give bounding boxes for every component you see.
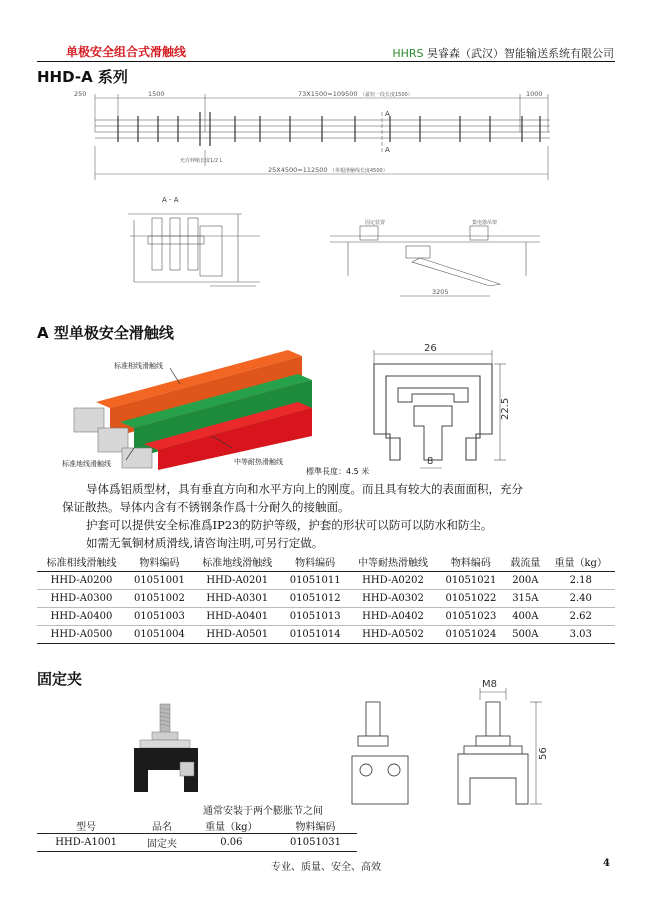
table-cell: HHD-A0202 [349,572,438,590]
table-cell: 2.40 [546,590,615,608]
label-fixing-device: 固定装置 [365,220,386,226]
section-a-heading: A 型单极安全滑触线 [37,324,174,342]
dim-profile-width: 26 [424,343,437,354]
brand-mark: HHRS [392,47,424,60]
dim-middle-note: （单根滑触线长度4500） [330,168,388,174]
table-cell: HHD-A0201 [193,572,282,590]
series-heading: HHD-A 系列 [37,68,128,86]
col-code-1: 物料编码 [126,552,193,572]
table-cell: 01051031 [274,834,357,852]
dim-clip-height: 56 [538,747,549,760]
label-collector-hanger: 集电器吊架 [472,220,498,226]
clip-heading: 固定夹 [37,670,83,688]
col-phase: 标准相线滑触线 [37,552,126,572]
dim-middle: 25X4500=112500 [268,166,328,174]
company-header [392,45,614,61]
dim-bolt: M8 [482,679,497,690]
dim-bottom-b: 3205 [432,288,449,296]
table-cell: 01051003 [126,608,193,626]
section-mark-top: A [385,110,390,118]
table-cell: 01051002 [126,590,193,608]
table-row [37,590,615,608]
col-ground: 标准地线滑触线 [193,552,282,572]
dim-segment: 1500 [148,90,165,98]
dim-right: 1000 [526,90,543,98]
col-code-2: 物料编码 [282,552,349,572]
section-title: A - A [162,196,179,204]
col-heat: 中等耐热滑触线 [349,552,438,572]
layout-drawing [60,86,580,306]
clip-table-header [37,818,357,834]
table-cell: 0.06 [189,834,274,852]
profile-drawing [358,342,518,474]
dim-profile-slot: 8 [427,456,434,467]
table-row [37,572,615,590]
table-cell: 2.18 [546,572,615,590]
footer-slogan: 专业、质量、安全、高效 [271,862,381,873]
table-cell: 315A [504,590,546,608]
table-cell: HHD-A0502 [349,626,438,644]
col-clip-code: 物料编码 [274,818,357,834]
table-cell: HHD-A0300 [37,590,126,608]
table-cell: HHD-A0401 [193,608,282,626]
table-cell: HHD-A0501 [193,626,282,644]
table-cell: 01051004 [126,626,193,644]
table-cell: 200A [504,572,546,590]
table-cell: HHD-A0302 [349,590,438,608]
col-current: 载流量 [504,552,546,572]
table-cell: 01051024 [438,626,505,644]
table-cell: 400A [504,608,546,626]
paragraph-1: 导体爲铝质型材，具有垂直方向和水平方向上的刚度。而且具有较大的表面面积，充分 [86,482,523,496]
label-ground-rail: 标准地线滑触线 [62,460,111,468]
standard-length: 標準長度：4.5 米 [306,467,370,476]
col-name: 品名 [135,818,189,834]
dim-note-small: 允许伸缩长度1/2 L [180,158,223,164]
clip-photo [120,700,220,804]
dim-total-note: （最短一段长度1500） [360,92,413,98]
table-cell: 01051014 [282,626,349,644]
spec-table [37,552,615,644]
label-heat-rail: 中等耐热滑触线 [234,458,283,466]
table-cell: 01051011 [282,572,349,590]
col-clip-weight: 重量（kg） [189,818,274,834]
table-row [37,834,357,852]
table-cell: HHD-A1001 [37,834,135,852]
col-weight: 重量（kg） [546,552,615,572]
table-cell: 01051021 [438,572,505,590]
table-row [37,626,615,644]
clip-note: 通常安装于两个膨胀节之间 [203,806,323,817]
table-cell: HHD-A0400 [37,608,126,626]
table-row [37,608,615,626]
table-cell: HHD-A0200 [37,572,126,590]
table-cell: 01051013 [282,608,349,626]
table-cell: 01051001 [126,572,193,590]
dim-profile-height: 22.5 [500,397,511,420]
spec-table-header [37,552,615,572]
table-cell: 01051012 [282,590,349,608]
table-cell: HHD-A0402 [349,608,438,626]
table-cell: 2.62 [546,608,615,626]
section-mark-bottom: A [385,146,390,154]
page-number: 4 [603,858,610,869]
clip-table [37,818,357,852]
header-rule [37,61,615,62]
label-phase-rail: 标准相线滑触线 [114,362,163,370]
paragraph-2: 保证散热。导体内含有不锈钢条作爲十分耐久的接触面。 [62,500,350,514]
company-name: 昊睿森（武汉）智能输送系统有限公司 [427,47,614,60]
table-cell: 500A [504,626,546,644]
table-cell: 01051022 [438,590,505,608]
col-code-3: 物料编码 [438,552,505,572]
rails-illustration [62,344,324,472]
clip-drawing [346,678,556,812]
table-cell: 01051023 [438,608,505,626]
document-title: 单极安全组合式滑触线 [66,45,187,59]
table-cell: HHD-A0500 [37,626,126,644]
col-model: 型号 [37,818,135,834]
table-cell: 3.03 [546,626,615,644]
dim-total: 73X1500=109500 [298,90,358,98]
paragraph-3: 护套可以提供安全标准爲IP23的防护等级，护套的形状可以防可以防水和防尘。 [86,518,493,532]
paragraph-4: 如需无氧铜材质滑线,请咨询注明,可另行定做。 [86,536,324,550]
table-cell: HHD-A0301 [193,590,282,608]
table-cell: 固定夹 [135,834,189,852]
dim-left: 250 [74,90,87,98]
